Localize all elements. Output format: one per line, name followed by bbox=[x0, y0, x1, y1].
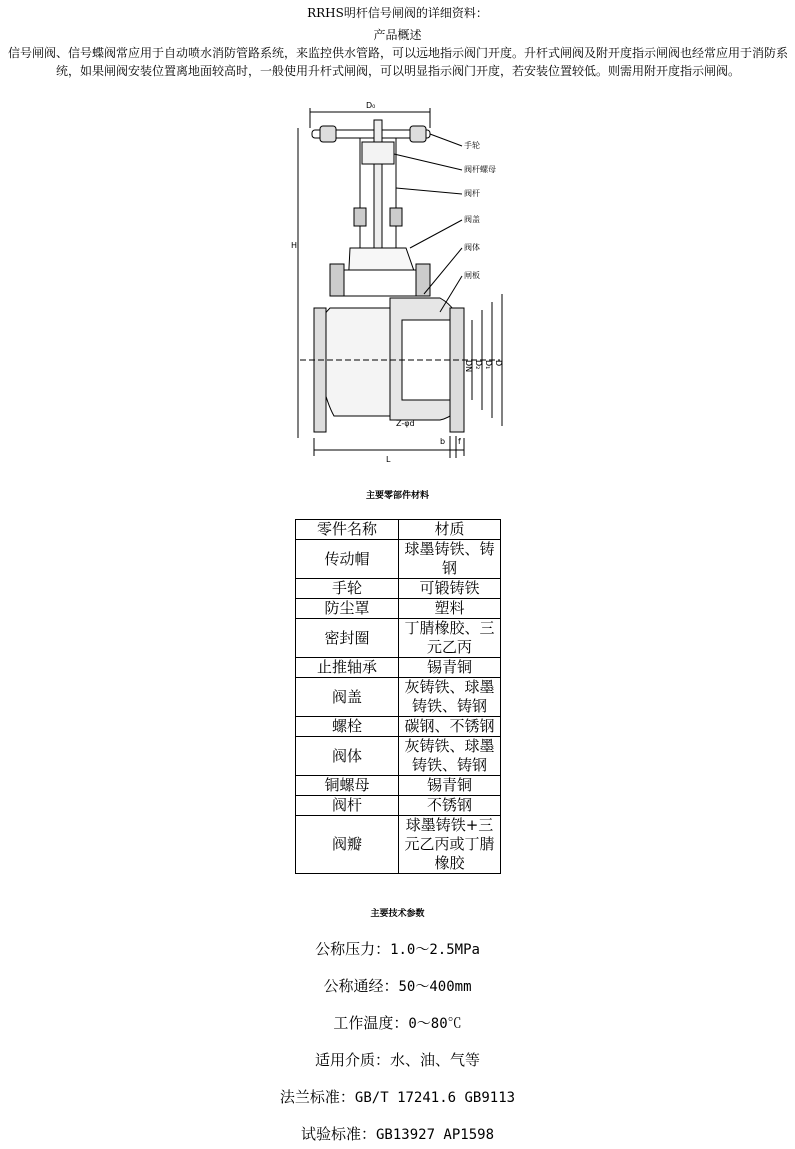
part-name: 阀瓣 bbox=[296, 816, 399, 874]
table-row bbox=[296, 619, 501, 658]
dim-z: Z-φd bbox=[396, 419, 415, 428]
table-row bbox=[296, 776, 501, 796]
part-material: 塑料 bbox=[399, 599, 501, 619]
part-material: 可锻铸铁 bbox=[399, 579, 501, 599]
table-row bbox=[296, 658, 501, 678]
dim-b: b bbox=[440, 437, 446, 446]
part-material: 锡青铜 bbox=[399, 776, 501, 796]
param-label: 适用介质： bbox=[314, 1051, 390, 1069]
table-row bbox=[296, 816, 501, 874]
table-row bbox=[296, 737, 501, 776]
part-material: 球墨铸铁、铸钢 bbox=[399, 540, 501, 579]
dim-h: H bbox=[291, 241, 298, 250]
dim-d: D bbox=[494, 360, 503, 367]
part-name: 螺栓 bbox=[296, 717, 399, 737]
param-value: 水、油、气等 bbox=[390, 1051, 481, 1069]
part-name: 手轮 bbox=[296, 579, 399, 599]
label-disc: 闸板 bbox=[464, 271, 480, 280]
part-material: 灰铸铁、球墨铸铁、铸钢 bbox=[399, 737, 501, 776]
part-name: 止推轴承 bbox=[296, 658, 399, 678]
part-name: 阀杆 bbox=[296, 796, 399, 816]
part-material: 不锈钢 bbox=[399, 796, 501, 816]
gate-valve-drawing bbox=[290, 98, 510, 470]
param-label: 工作温度： bbox=[333, 1014, 409, 1032]
table-row bbox=[296, 678, 501, 717]
table-header-row bbox=[296, 520, 501, 540]
label-stem-nut: 阀杆螺母 bbox=[464, 165, 496, 174]
dim-dn: DN bbox=[464, 360, 473, 373]
table-row bbox=[296, 599, 501, 619]
label-body: 阀体 bbox=[464, 243, 480, 252]
param-label: 法兰标准： bbox=[279, 1088, 355, 1106]
label-handwheel: 手轮 bbox=[464, 141, 480, 150]
table-row bbox=[296, 717, 501, 737]
label-bonnet: 阀盖 bbox=[464, 215, 480, 224]
part-material: 锡青铜 bbox=[399, 658, 501, 678]
dim-f: f bbox=[458, 437, 461, 446]
param-value: GB13927 AP1598 bbox=[376, 1127, 495, 1143]
param-label: 试验标准： bbox=[300, 1125, 376, 1143]
param-value: GB/T 17241.6 GB9113 bbox=[354, 1090, 516, 1106]
part-name: 阀盖 bbox=[296, 678, 399, 717]
param-label: 公称通经： bbox=[323, 977, 399, 995]
part-name: 铜螺母 bbox=[296, 776, 399, 796]
intro-paragraph: 信号闸阀、信号蝶阀常应用于自动喷水消防管路系统，来监控供水管路，可以远地指示阀门开度。升杆式闸阀及附开度指示闸阀也经常应用于消防系统，如果闸阀安装位置离地面较高时，一般使用升杆式闸阀，可以明显指示阀门开度，若安装位置较低。则需用附开度指示闸阀。 bbox=[8, 46, 789, 78]
param-nominal-pressure bbox=[0, 938, 795, 959]
part-name: 密封圈 bbox=[296, 619, 399, 658]
header-material: 材质 bbox=[399, 520, 501, 540]
dim-d1: D₁ bbox=[484, 360, 493, 370]
part-name: 防尘罩 bbox=[296, 599, 399, 619]
table-row bbox=[296, 796, 501, 816]
part-material: 球墨铸铁+三元乙丙或丁腈橡胶 bbox=[399, 816, 501, 874]
param-test-standard bbox=[0, 1123, 795, 1144]
tech-params-caption: 主要技术参数 bbox=[370, 909, 425, 919]
label-stem: 阀杆 bbox=[464, 189, 480, 198]
part-material: 灰铸铁、球墨铸铁、铸钢 bbox=[399, 678, 501, 717]
overview-heading: 产品概述 bbox=[373, 28, 422, 42]
param-working-temperature bbox=[0, 1012, 795, 1033]
part-material: 丁腈橡胶、三元乙丙 bbox=[399, 619, 501, 658]
param-flange-standard bbox=[0, 1086, 795, 1107]
param-value: 0～80℃ bbox=[408, 1016, 462, 1032]
parts-materials-table bbox=[295, 519, 501, 874]
table-row bbox=[296, 540, 501, 579]
table-row bbox=[296, 579, 501, 599]
param-nominal-diameter bbox=[0, 975, 795, 996]
param-label: 公称压力： bbox=[315, 940, 391, 958]
dim-d2: D₂ bbox=[474, 360, 483, 370]
part-name: 阀体 bbox=[296, 737, 399, 776]
header-part-name: 零件名称 bbox=[296, 520, 399, 540]
param-value: 50～400mm bbox=[398, 979, 472, 995]
param-applicable-medium bbox=[0, 1049, 795, 1070]
part-name: 传动帽 bbox=[296, 540, 399, 579]
part-material: 碳钢、不锈钢 bbox=[399, 717, 501, 737]
gate-valve-diagram bbox=[290, 98, 510, 470]
document-title: RRHS明杆信号闸阀的详细资料： bbox=[307, 6, 488, 20]
dim-l: L bbox=[386, 455, 391, 464]
param-value: 1.0～2.5MPa bbox=[390, 942, 480, 958]
materials-caption: 主要零部件材料 bbox=[365, 491, 429, 501]
dim-d0: D₀ bbox=[366, 101, 376, 110]
